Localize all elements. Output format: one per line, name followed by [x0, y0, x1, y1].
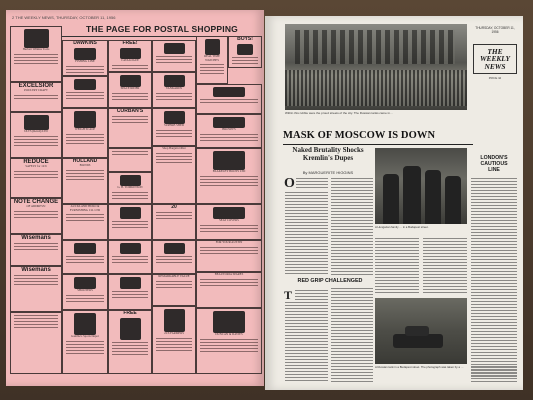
- ad-fine-print: [66, 66, 104, 73]
- ad-box: [10, 312, 62, 374]
- masthead-title-line-1: THE: [487, 47, 503, 56]
- ad-headline: CORBAN'S: [116, 108, 144, 114]
- ad-text: 22/6 FARMERS: [164, 331, 184, 335]
- ad-fine-print: [200, 99, 258, 105]
- ad-headline: BOYS!: [237, 36, 253, 42]
- byline: By MARGUERITE HIGGINS: [302, 170, 354, 175]
- ad-text: POULTRY CRAFT: [24, 88, 48, 93]
- ad-fine-print: [112, 291, 148, 298]
- ad-fine-print: [200, 134, 258, 141]
- ad-text: Shop Bargain Offer: [162, 146, 186, 150]
- ad-box: [108, 40, 152, 72]
- side-story-text: [471, 178, 517, 378]
- ad-illustration: [24, 29, 49, 48]
- ad-box: [10, 198, 62, 234]
- ad-box: [152, 204, 196, 240]
- group-photo-caption: A Hungarian family … in a Budapest street.: [375, 225, 429, 229]
- ad-fine-print: [112, 256, 148, 263]
- ad-fine-print: [112, 342, 148, 356]
- ad-box: [10, 112, 62, 158]
- ad-fine-print: [112, 192, 148, 199]
- masthead-title: [473, 44, 517, 74]
- ad-fine-print: [112, 93, 148, 100]
- ad-headline: Wisemans: [21, 235, 51, 241]
- left-folio: 2 THE WEEKLY NEWS, THURSDAY, OCTOBER 11, 1956: [12, 15, 116, 20]
- ad-text: SPACE RIDER: [120, 86, 140, 90]
- figure-silhouette: [445, 176, 461, 224]
- ad-box: [108, 148, 152, 172]
- ad-box: [196, 240, 262, 272]
- article-column-1: [285, 192, 328, 276]
- side-story-text-end: [471, 366, 517, 382]
- ad-headline: DAWKINS: [73, 40, 97, 46]
- right-page-news: [265, 16, 523, 390]
- article-text-block: [296, 178, 328, 190]
- ad-box: [228, 36, 262, 68]
- ad-illustration: [120, 243, 141, 254]
- ad-text: BLINDS: [79, 163, 91, 168]
- ad-box: [196, 204, 262, 240]
- ad-box: [152, 40, 196, 72]
- left-page-title: THE PAGE FOR POSTAL SHOPPING: [85, 24, 238, 34]
- ad-text: Herbert Wilkins Tools: [22, 47, 50, 51]
- ad-illustration: [74, 79, 96, 90]
- ad-box: [196, 36, 228, 84]
- ad-fine-print: [66, 92, 104, 99]
- ad-text: WEIGH SCALE: [74, 127, 96, 131]
- ad-fine-print: [112, 116, 148, 124]
- ad-text: SUPERB SHED: [164, 123, 184, 127]
- side-story: [471, 156, 517, 374]
- ad-text: FISHING LINE: [75, 59, 95, 64]
- ad-fine-print: [156, 281, 192, 288]
- masthead-price: PRICE 3d: [488, 76, 502, 81]
- ad-box: [108, 240, 152, 274]
- ad-fine-print: [156, 56, 192, 63]
- drop-cap-2: T: [284, 288, 293, 302]
- ad-headline: NOTE CHANGE: [13, 199, 59, 205]
- ad-box: [62, 204, 108, 240]
- ad-box: [152, 108, 196, 146]
- ad-headline: HOLLAND: [72, 158, 98, 164]
- masthead-date: THURSDAY, OCTOBER 11, 1956: [475, 26, 515, 34]
- ad-box: [62, 240, 108, 274]
- masthead-title-line-3: NEWS: [484, 61, 506, 71]
- ad-headline: FREE!: [122, 40, 138, 46]
- ad-text: DUNCAN & DAVIES: [215, 332, 243, 336]
- ad-text: REAL TIME WATCHES: [204, 54, 220, 62]
- ad-fine-print: [66, 214, 104, 221]
- ad-box: [10, 234, 62, 266]
- ad-box: [152, 72, 196, 108]
- ad-fine-print: [156, 153, 192, 165]
- ad-text: ULTS (Retail) LTD: [24, 129, 48, 133]
- side-story-headline-line-3: LINE: [488, 166, 500, 173]
- ad-box: [196, 114, 262, 148]
- ad-fine-print: [66, 134, 104, 145]
- article-text-block: [295, 290, 328, 300]
- ad-illustration: [120, 318, 141, 340]
- ad-box: [10, 158, 62, 198]
- ad-fine-print: [200, 225, 258, 232]
- ad-box: [62, 108, 108, 158]
- ad-box: [62, 76, 108, 108]
- ad-fine-print: [66, 295, 104, 302]
- ad-headline: EXCELSIOR: [18, 83, 54, 89]
- ad-text: G. H. TOMKINSON: [117, 185, 143, 189]
- ad-fine-print: [156, 93, 192, 100]
- article-column-2: [331, 178, 373, 276]
- side-story-headline: [471, 156, 517, 174]
- ad-headline: Wisemans: [21, 267, 51, 273]
- ad-illustration: [120, 207, 141, 219]
- ad-box: [152, 306, 196, 374]
- article-column-3: [375, 238, 419, 294]
- article-column-5: [285, 302, 328, 382]
- ad-box: [108, 310, 152, 374]
- ad-text: SHOOTERS: [77, 288, 93, 292]
- ad-fine-print: [156, 130, 192, 138]
- ad-box: [62, 274, 108, 310]
- ad-illustration: [74, 243, 96, 254]
- masthead: [473, 26, 517, 80]
- ad-illustration: [237, 44, 253, 55]
- ad-illustration: [74, 313, 96, 335]
- ad-box: [196, 148, 262, 204]
- figure-silhouette: [383, 174, 399, 224]
- ad-box: [108, 274, 152, 310]
- ad-text: BEAUTORIA SPARES: [214, 272, 244, 276]
- ad-box: [10, 266, 62, 312]
- ad-fine-print: [200, 279, 258, 286]
- side-story-headline-line-1: LONDON'S: [480, 155, 508, 161]
- ad-box: [152, 240, 196, 274]
- ad-illustration: [164, 243, 185, 254]
- ad-box: [196, 272, 262, 308]
- ad-fine-print: [200, 339, 258, 353]
- ad-text: Gamble's Sports Depot: [71, 334, 99, 338]
- rubble-photo: [285, 24, 467, 110]
- ad-box: [108, 204, 152, 240]
- ad-illustration: [213, 311, 245, 333]
- ad-illustration: [120, 277, 141, 289]
- ad-text: TANKARDS: [165, 86, 183, 90]
- ad-fine-print: [14, 171, 58, 179]
- article-column-6: [331, 288, 373, 382]
- ad-fine-print: [66, 341, 104, 355]
- ad-headline: FREE: [123, 310, 137, 316]
- main-headline: MASK OF MOSCOW IS DOWN: [283, 130, 436, 141]
- ad-text: FOR YOUR AUSTIN: [215, 240, 243, 244]
- ad-box: [196, 308, 262, 374]
- ad-text: CATALOGUE: [121, 58, 139, 63]
- ad-text: OF ADDRESS!: [26, 204, 46, 209]
- ad-fine-print: [14, 275, 58, 285]
- ad-fine-print: [14, 136, 58, 146]
- ad-box: [152, 146, 196, 204]
- subheadline-line-2: Kremlin's Dupes: [302, 153, 354, 162]
- masthead-title-line-2: WEEKLY: [479, 54, 511, 64]
- figure-silhouette: [425, 170, 441, 224]
- ad-illustration: [24, 115, 49, 130]
- ad-fine-print: [112, 151, 148, 156]
- ad-fine-print: [200, 176, 258, 188]
- group-photo: [375, 148, 467, 224]
- ad-fine-print: [200, 247, 258, 254]
- ad-fine-print: [200, 64, 224, 74]
- ad-box: [10, 26, 62, 82]
- ad-illustration: [164, 309, 185, 332]
- ad-text: SAFELY for 12/6: [25, 164, 47, 169]
- ad-illustration: [164, 43, 185, 54]
- tank-turret: [405, 326, 429, 336]
- ad-fine-print: [14, 243, 58, 250]
- ad-fine-print: [14, 315, 58, 328]
- ad-text: REMARKABLE VALUE: [158, 274, 190, 278]
- ad-box: [62, 310, 108, 374]
- ad-illustration: [205, 39, 220, 55]
- ad-fine-print: [14, 211, 58, 218]
- tank-photo: [375, 298, 467, 364]
- ad-text: AUCKLAND BURO & FURNISHING CO. LTD: [69, 204, 101, 212]
- left-page-postal-shopping: [6, 10, 264, 386]
- ad-box: [108, 72, 152, 108]
- figure-silhouette: [403, 166, 421, 224]
- ad-box: [62, 40, 108, 76]
- ad-headline: 20: [171, 204, 177, 210]
- ad-box: [152, 274, 196, 306]
- ad-fine-print: [14, 95, 58, 101]
- ad-fine-print: [14, 54, 58, 66]
- headline-rule: [283, 144, 473, 145]
- section-heading: RED GRIP CHALLENGED: [297, 278, 363, 284]
- ad-box: [108, 108, 152, 148]
- subheadline: [283, 147, 373, 162]
- ad-box: [62, 158, 108, 204]
- article-column-4: [423, 238, 467, 294]
- ad-fine-print: [156, 338, 192, 353]
- ad-box: [196, 84, 262, 114]
- newspaper-spread: [6, 10, 526, 390]
- ad-fine-print: [156, 212, 192, 219]
- ad-illustration: [74, 111, 96, 128]
- drop-cap-1: O: [284, 176, 295, 191]
- ad-box: [10, 82, 62, 112]
- ad-fine-print: [66, 170, 104, 180]
- tank-silhouette: [393, 334, 443, 348]
- ad-text: BROWN'S: [222, 127, 236, 131]
- ad-fine-print: [112, 221, 148, 228]
- ad-text: SEAT COVERS: [219, 218, 239, 222]
- ad-text: BLAKELEY BOOTS LTD: [212, 169, 246, 173]
- ad-box: [108, 172, 152, 204]
- side-story-headline-line-2: CAUTIOUS: [480, 160, 508, 167]
- ad-fine-print: [156, 256, 192, 263]
- ad-illustration: [213, 151, 245, 170]
- ad-headline: REDUCE: [23, 159, 49, 165]
- ad-illustration: [213, 87, 245, 97]
- ad-fine-print: [112, 65, 148, 72]
- ad-fine-print: [232, 57, 258, 64]
- subheadline-line-1: Naked Brutality Shocks: [292, 146, 364, 154]
- ad-fine-print: [66, 256, 104, 263]
- tank-photo-caption: A Russian tank in a Budapest street. The photograph was taken by a …: [375, 365, 464, 369]
- photo-caption: Within this rubble were the proud streets of the city. The Russian tanks came in…: [285, 111, 393, 115]
